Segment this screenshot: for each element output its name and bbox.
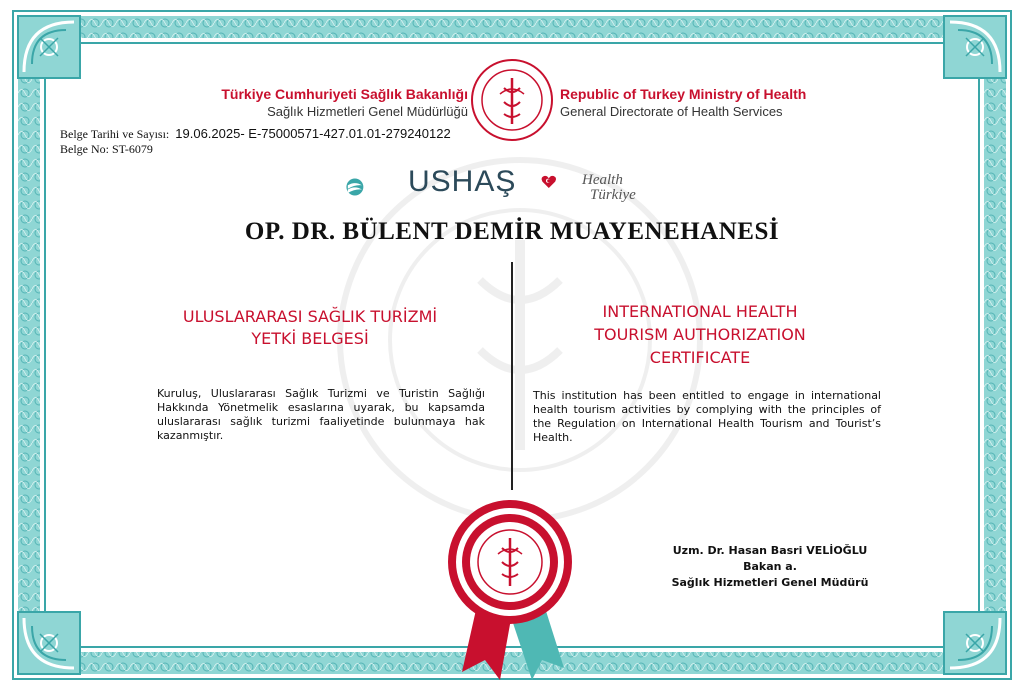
heading-tr-line2: YETKİ BELGESİ	[251, 329, 369, 348]
institution-title: OP. DR. BÜLENT DEMİR MUAYENEHANESİ	[244, 218, 780, 245]
document-date-value: 19.06.2025- E-75000571-427.01.01-279240122	[175, 126, 451, 141]
rosette-seal-icon	[440, 492, 580, 682]
document-date-label: Belge Tarihi ve Sayısı:	[60, 127, 170, 141]
signatory-role-1: Bakan a.	[743, 560, 797, 573]
corner-ornament-icon	[14, 608, 84, 678]
document-number: Belge No: ST-6079	[60, 142, 153, 156]
signatory-role-2: Sağlık Hizmetleri Genel Müdürü	[671, 576, 869, 589]
heading-en-line3: CERTIFICATE	[649, 348, 751, 367]
directorate-name-tr: Sağlık Hizmetleri Genel Müdürlüğü	[267, 104, 468, 119]
ministry-seal-icon	[470, 58, 554, 142]
directorate-name-en: General Directorate of Health Services	[560, 104, 783, 119]
certificate-heading-tr	[160, 306, 460, 350]
signature-block	[640, 543, 900, 591]
ushas-logo-icon	[345, 160, 405, 214]
heading-en-line2: TOURISM AUTHORIZATION	[594, 325, 806, 344]
ministry-name-tr: Türkiye Cumhuriyeti Sağlık Bakanlığı	[221, 86, 468, 102]
corner-ornament-icon	[940, 12, 1010, 82]
certificate-heading-en	[540, 300, 860, 369]
signatory-name: Uzm. Dr. Hasan Basri VELİOĞLU	[672, 544, 868, 557]
header-english	[560, 86, 820, 119]
heading-en-line1: INTERNATIONAL HEALTH	[602, 302, 798, 321]
ushas-logo-text: USHAŞ	[408, 165, 517, 198]
certificate-body-tr: Kuruluş, Uluslararası Sağlık Turizmi ve Turistin Sağlığı Hakkında Yönetmelik esaslarına uyarak, bu kapsamda uluslararası sağlık turizmi faaliyetinde bulunmaya hak kazanmıştır.	[157, 387, 485, 442]
certificate-body-en: This institution has been entitled to engage in international health tourism activities by complying with the principles of the Regulation on International Health Tourism and Tourist’s Health.	[533, 389, 881, 444]
header-turkish	[180, 86, 468, 119]
heading-tr-line1: ULUSLARARASI SAĞLIK TURİZMİ	[182, 307, 438, 326]
document-meta	[60, 126, 451, 157]
turkiye-logo-text: Türkiye	[590, 187, 636, 203]
corner-ornament-icon	[940, 608, 1010, 678]
corner-ornament-icon	[14, 12, 84, 82]
ministry-name-en: Republic of Turkey Ministry of Health	[560, 86, 807, 102]
vertical-divider	[511, 262, 513, 490]
health-logo-text: Health	[582, 172, 623, 188]
health-turkiye-logo-icon	[540, 160, 584, 204]
